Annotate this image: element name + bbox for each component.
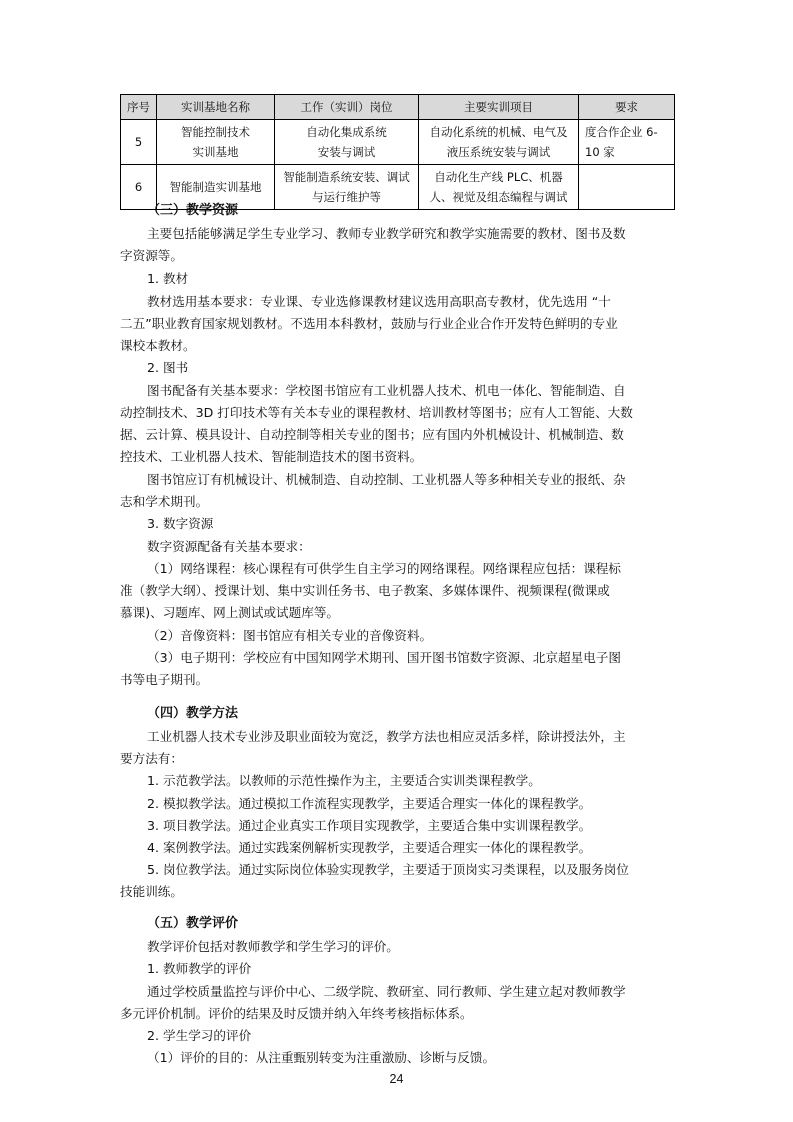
table-header-cell: 工作（实训）岗位: [275, 95, 419, 120]
subsection-title: 1. 教材: [147, 271, 189, 286]
training-base-table: [120, 94, 675, 210]
list-item: 4. 案例教学法。通过实践案例解析实现教学，主要适合理实一体化的课程教学。: [147, 840, 592, 855]
table-cell: 智能控制技术 实训基地: [157, 120, 275, 165]
paragraph-line: 动控制技术、3D 打印技术等有关本专业的课程教材、培训教材等图书；应有人工智能、大数: [120, 405, 633, 420]
paragraph-line: 课校本教材。: [120, 338, 196, 353]
paragraph-line: 多元评价机制。评价的结果及时反馈并纳入年终考核指标体系。: [120, 1006, 473, 1021]
table-cell: 6: [121, 165, 157, 210]
list-item: 3. 项目教学法。通过企业真实工作项目实现教学，主要适合集中实训课程教学。: [147, 818, 592, 833]
subsection-title: 2. 学生学习的评价: [147, 1028, 252, 1043]
subsection-title: 2. 图书: [147, 360, 189, 375]
paragraph-line: 教学评价包括对教师教学和学生学习的评价。: [147, 939, 399, 954]
table-cell: 自动化集成系统 安装与调试: [275, 120, 419, 165]
table-cell: 5: [121, 120, 157, 165]
paragraph-line: 教材选用基本要求：专业课、专业选修课教材建议选用高职高专教材，优先选用 “十: [147, 294, 611, 309]
page-number: 24: [389, 1072, 404, 1086]
list-item: 2. 模拟教学法。通过模拟工作流程实现教学，主要适合理实一体化的课程教学。: [147, 796, 592, 811]
paragraph-line: 据、云计算、模具设计、自动控制等相关专业的图书；应有国内外机械设计、机械制造、数: [120, 427, 624, 442]
table-cell: 智能制造实训基地: [157, 165, 275, 210]
table-cell: 智能制造系统安装、调试 与运行维护等: [275, 165, 419, 210]
paragraph-line: 控技术、工业机器人技术、智能制造技术的图书资料。: [120, 449, 423, 464]
table-header-cell: 主要实训项目: [419, 95, 579, 120]
table-header-cell: 要求: [579, 95, 675, 120]
paragraph-line: 准（教学大纲）、授课计划、集中实训任务书、电子教案、多媒体课件、视频课程(微课或: [120, 583, 610, 598]
table-header-cell: 实训基地名称: [157, 95, 275, 120]
paragraph-line: 字资源等。: [120, 248, 183, 263]
list-item: （3）电子期刊：学校应有中国知网学术期刊、国开图书馆数字资源、北京超星电子图: [147, 650, 621, 665]
paragraph-line: 要方法有：: [120, 751, 183, 766]
subsection-title: 3. 数字资源: [147, 516, 214, 531]
table-row: [121, 120, 675, 165]
list-item: 1. 示范教学法。以教师的示范性操作为主，主要适合实训类课程教学。: [147, 773, 541, 788]
paragraph-line: 技能训练。: [120, 884, 183, 899]
table-cell: 自动化生产线 PLC、机器 人、视觉及组态编程与调试: [419, 165, 579, 210]
paragraph-line: 志和学术期刊。: [120, 494, 209, 509]
table-cell: [579, 165, 675, 210]
paragraph-line: 书等电子期刊。: [120, 672, 209, 687]
section-heading: （五）教学评价: [147, 916, 239, 931]
paragraph-line: 工业机器人技术专业涉及职业面较为宽泛，教学方法也相应灵活多样，除讲授法外，主: [147, 729, 626, 744]
paragraph-line: 主要包括能够满足学生专业学习、教师专业教学研究和教学实施需要的教材、图书及数: [147, 226, 626, 241]
paragraph-line: 图书馆应订有机械设计、机械制造、自动控制、工业机器人等多种相关专业的报纸、杂: [147, 472, 626, 487]
paragraph-line: 图书配备有关基本要求：学校图书馆应有工业机器人技术、机电一体化、智能制造、自: [147, 383, 626, 398]
paragraph-line: 通过学校质量监控与评价中心、二级学院、教研室、同行教师、学生建立起对教师教学: [147, 984, 626, 999]
table-header-cell: 序号: [121, 95, 157, 120]
list-item: 5. 岗位教学法。通过实际岗位体验实现教学，主要适于顶岗实习类课程，以及服务岗位: [147, 862, 629, 877]
table-cell: 自动化系统的机械、电气及 液压系统安装与调试: [419, 120, 579, 165]
list-item: （2）音像资料：图书馆应有相关专业的音像资料。: [147, 628, 433, 643]
paragraph-line: 慕课)、习题库、网上测试或试题库等。: [120, 605, 340, 620]
list-item: （1）网络课程：核心课程有可供学生自主学习的网络课程。网络课程应包括：课程标: [147, 561, 621, 576]
list-item: （1）评价的目的：从注重甄别转变为注重激励、诊断与反馈。: [147, 1050, 496, 1065]
section-heading: （四）教学方法: [147, 706, 239, 721]
section-heading: （三）教学资源: [147, 203, 239, 218]
subsection-title: 1. 教师教学的评价: [147, 961, 252, 976]
table-cell: 度合作企业 6- 10 家: [579, 120, 675, 165]
table-header-row: [121, 95, 675, 120]
paragraph-line: 数字资源配备有关基本要求：: [147, 539, 311, 554]
paragraph-line: 二五”职业教育国家规划教材。不选用本科教材，鼓励与行业企业合作开发特色鲜明的专业: [120, 316, 618, 331]
